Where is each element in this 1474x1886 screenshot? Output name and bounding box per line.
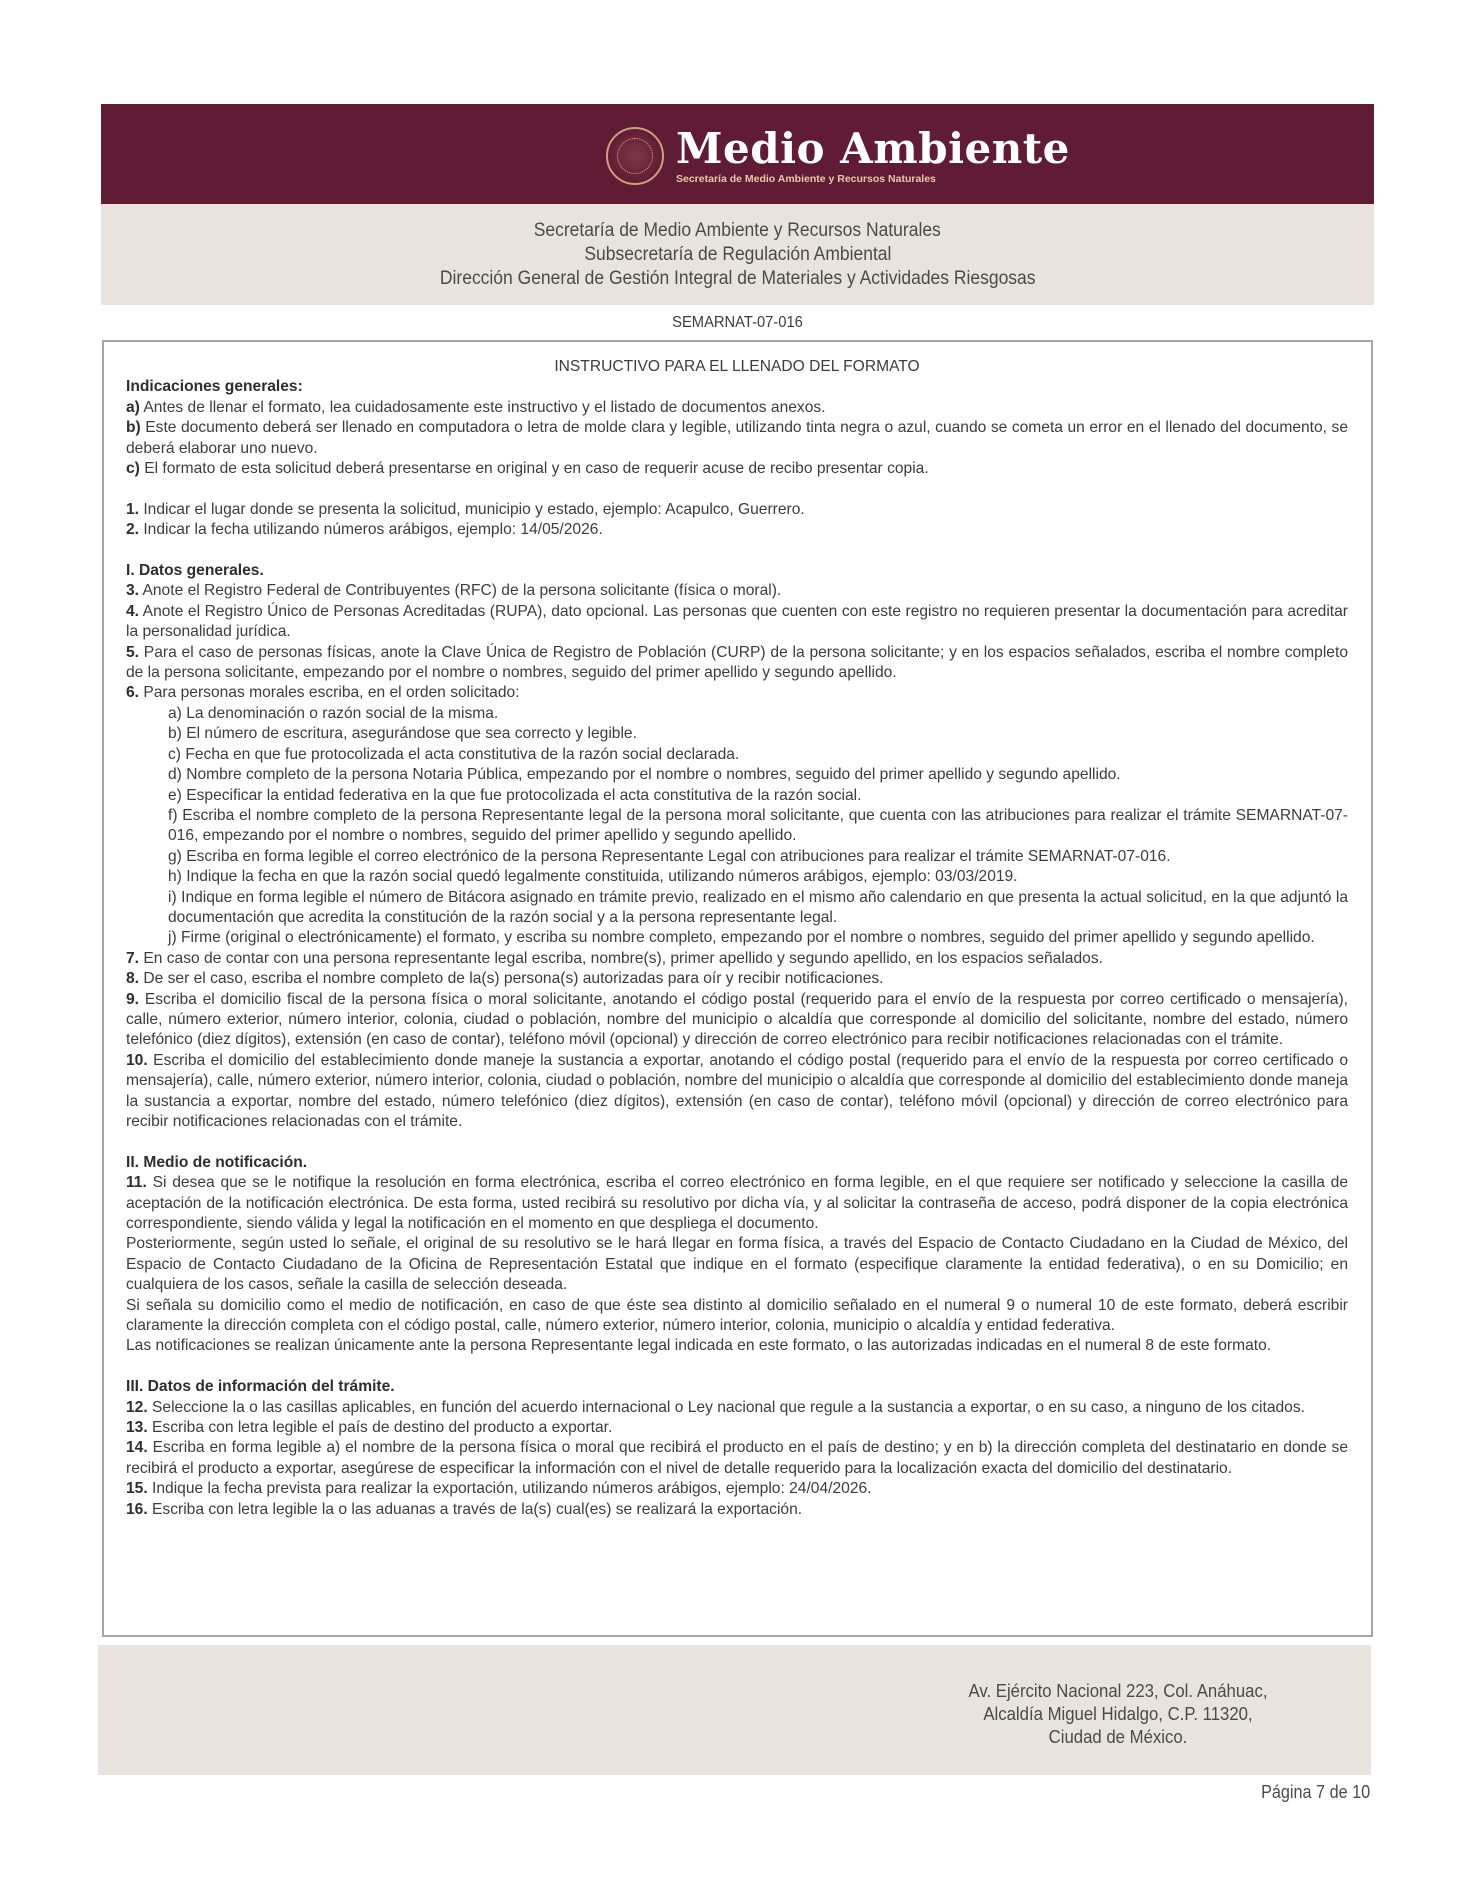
brand-subtitle: Secretaría de Medio Ambiente y Recursos Naturales xyxy=(676,172,936,185)
paragraph: Si señala su domicilio como el medio de notificación, en caso de que éste sea distinto al domicilio señalado en el numeral 9 o numeral 10 de este formato, deberá escribir claramente la dirección completa con el código postal, calle, número exterior, número interior, colonia, municipio o alcaldía y entidad federativa. xyxy=(126,1296,1348,1335)
header-banner xyxy=(101,104,1374,204)
list-item: 7. En caso de contar con una persona representante legal escriba, nombre(s), primer apellido y segundo apellido, en los espacios señalados. xyxy=(126,949,1103,967)
list-item: 3. Anote el Registro Federal de Contribuyentes (RFC) de la persona solicitante (física o moral). xyxy=(126,582,782,600)
paragraph: Posteriormente, según usted lo señale, el original de su resolutivo se le hará llegar en forma física, a través del Espacio de Contacto Ciudadano en la Ciudad de México, del Espacio de Contacto Ciudadano de la Oficina de Representación Estatal que indique en el formato (especifique claramente la entidad federativa), o en su Domicilio; en cualquiera de los casos, señale la casilla de selección deseada. xyxy=(126,1235,1348,1294)
list-item: 6. Para personas morales escriba, en el orden solicitado: xyxy=(126,684,520,702)
section-heading: I. Datos generales. xyxy=(126,562,264,580)
sub-item: g) Escriba en forma legible el correo electrónico de la persona Representante Legal con atribuciones para realizar el trámite SEMARNAT-07-016. xyxy=(168,847,1171,865)
page-number: Página 7 de 10 xyxy=(1261,1782,1370,1802)
address-line: Alcaldía Miguel Hidalgo, C.P. 11320, xyxy=(983,1704,1253,1724)
section-heading: III. Datos de información del trámite. xyxy=(126,1378,395,1396)
list-item: 12. Seleccione la o las casillas aplicables, en función del acuerdo internacional o Ley nacional que regule a la sustancia a exportar, o en su caso, a ninguno de los citados. xyxy=(126,1398,1305,1416)
sub-item: h) Indique la fecha en que la razón social quedó legalmente constituida, utilizando números arábigos, ejemplo: 03/03/2019. xyxy=(168,868,1018,886)
list-item: 15. Indique la fecha prevista para realizar la exportación, utilizando números arábigos, ejemplo: 24/04/2026. xyxy=(126,1480,872,1498)
sub-item: f) Escriba el nombre completo de la persona Representante legal de la persona moral solicitante, que cuenta con las atribuciones para realizar el trámite SEMARNAT-07-016, empezando por el nombre o nombres, seguido del primer apellido y segundo apellido. xyxy=(168,806,1348,845)
list-item: c) El formato de esta solicitud deberá presentarse en original y en caso de requerir acuse de recibo presentar copia. xyxy=(126,460,929,478)
list-item: a) Antes de llenar el formato, lea cuidadosamente este instructivo y el listado de documentos anexos. xyxy=(126,398,826,416)
address xyxy=(932,1680,1304,1749)
list-item: 14. Escriba en forma legible a) el nombre de la persona física o moral que recibirá el producto en el país de destino; y en b) la dirección completa del destinatario en donde se recibirá el producto a exportar, asegúrese de especificar la información con el nivel de detalle requerido para la localización exacta del domicilio del destinatario. xyxy=(126,1439,1348,1477)
paragraph: Las notificaciones se realizan únicamente ante la persona Representante legal indicada en este formato, o las autorizadas indicadas en el numeral 8 de este formato. xyxy=(126,1337,1272,1355)
list-item: b) Este documento deberá ser llenado en computadora o letra de molde clara y legible, utilizando tinta negra o azul, cuando se cometa un error en el llenado del documento, se deberá elaborar uno nuevo. xyxy=(126,419,1348,457)
section-heading: II. Medio de notificación. xyxy=(126,1153,308,1171)
agency-secretariat: Secretaría de Medio Ambiente y Recursos Naturales xyxy=(533,219,942,241)
instructions-content xyxy=(126,357,1348,1520)
list-item: 5. Para el caso de personas físicas, anote la Clave Única de Registro de Población (CURP) de la persona solicitante; y en los espacios señalados, escriba el nombre completo de la persona solicitante, empezando por el nombre o nombres, seguido del primer apellido y segundo apellido. xyxy=(126,643,1348,682)
list-item: 1. Indicar el lugar donde se presenta la solicitud, municipio y estado, ejemplo: Acapulco, Guerrero. xyxy=(126,500,805,518)
brand-title: Medio Ambiente xyxy=(676,123,1070,173)
list-item: 16. Escriba con letra legible la o las aduanas a través de la(s) cual(es) se realizará la exportación. xyxy=(126,1500,803,1518)
footer-band xyxy=(98,1645,1371,1775)
sub-item: d) Nombre completo de la persona Notaria Pública, empezando por el nombre o nombres, seguido del primer apellido y segundo apellido. xyxy=(168,766,1121,784)
national-seal-icon xyxy=(606,127,664,185)
address-line: Ciudad de México. xyxy=(1048,1727,1188,1747)
list-item: 2. Indicar la fecha utilizando números arábigos, ejemplo: 14/05/2026. xyxy=(126,521,603,539)
list-item: 8. De ser el caso, escriba el nombre completo de la(s) persona(s) autorizadas para oír y recibir notificaciones. xyxy=(126,970,884,988)
address-line: Av. Ejército Nacional 223, Col. Anáhuac, xyxy=(968,1681,1268,1701)
section-heading: Indicaciones generales: xyxy=(126,378,303,396)
agency-subsecretariat: Subsecretaría de Regulación Ambiental xyxy=(583,243,892,265)
logo xyxy=(606,124,1070,188)
list-item: 4. Anote el Registro Único de Personas Acreditadas (RUPA), dato opcional. Las personas que cuenten con este registro no requieren presentar la documentación para acreditar la personalidad jurídica. xyxy=(126,602,1348,641)
list-item: 10. Escriba el domicilio del establecimiento donde maneje la sustancia a exportar, anotando el código postal (requerido para el envío de la respuesta por correo certificado o mensajería), calle, número exterior, número interior, colonia, ciudad o población, nombre del municipio o alcaldía que corresponde al domicilio del establecimiento donde maneja la sustancia a exportar, nombre del estado, número telefónico (diez dígitos), extensión (en caso de contar), teléfono móvil (opcional) y dirección de correo electrónico para recibir notificaciones relacionadas con el trámite. xyxy=(126,1051,1348,1130)
sub-item: c) Fecha en que fue protocolizada el acta constitutiva de la razón social declarada. xyxy=(168,745,740,763)
agency-directorate: Dirección General de Gestión Integral de Materiales y Actividades Riesgosas xyxy=(439,267,1036,289)
sub-item: a) La denominación o razón social de la misma. xyxy=(168,704,499,722)
instructions-title: INSTRUCTIVO PARA EL LLENADO DEL FORMATO xyxy=(554,358,920,375)
list-item: 9. Escriba el domicilio fiscal de la persona física o moral solicitante, anotando el código postal (requerido para el envío de la respuesta por correo certificado o mensajería), calle, número exterior, número interior, colonia, ciudad o población, nombre del municipio o alcaldía que corresponde al domicilio del solicitante, nombre del estado, número telefónico (diez dígitos), extensión (en caso de contar), teléfono móvil (opcional) y dirección de correo electrónico para recibir notificaciones relacionadas con el trámite. xyxy=(126,990,1348,1049)
agency-band xyxy=(101,204,1374,305)
form-code: SEMARNAT-07-016 xyxy=(672,314,803,331)
sub-item: i) Indique en forma legible el número de Bitácora asignado en trámite previo, realizado en el mismo año calendario en que presenta la actual solicitud, en la que adjuntó la documentación que acredita la constitución de la razón social y a la persona representante legal. xyxy=(168,888,1348,926)
list-item: 13. Escriba con letra legible el país de destino del producto a exportar. xyxy=(126,1419,613,1437)
list-item: 11. Si desea que se le notifique la resolución en forma electrónica, escriba el correo electrónico en forma legible, en el que requiere ser notificado y seleccione la casilla de aceptación de la notificación electrónica. De esta forma, usted recibirá su resolutivo por dicha vía, y al solicitar la contraseña de acceso, podrá disponer de la copia electrónica correspondiente, siendo válida y legal la notificación en el momento en que despliega el documento. xyxy=(126,1174,1348,1233)
sub-item: e) Especificar la entidad federativa en la que fue protocolizada el acta constitutiva de la razón social. xyxy=(168,786,862,804)
instructions-box xyxy=(102,340,1373,1637)
sub-item: j) Firme (original o electrónicamente) el formato, y escriba su nombre completo, empezando por el nombre o nombres, seguido del primer apellido y segundo apellido. xyxy=(168,929,1315,947)
sub-item: b) El número de escritura, asegurándose que sea correcto y legible. xyxy=(168,725,637,743)
